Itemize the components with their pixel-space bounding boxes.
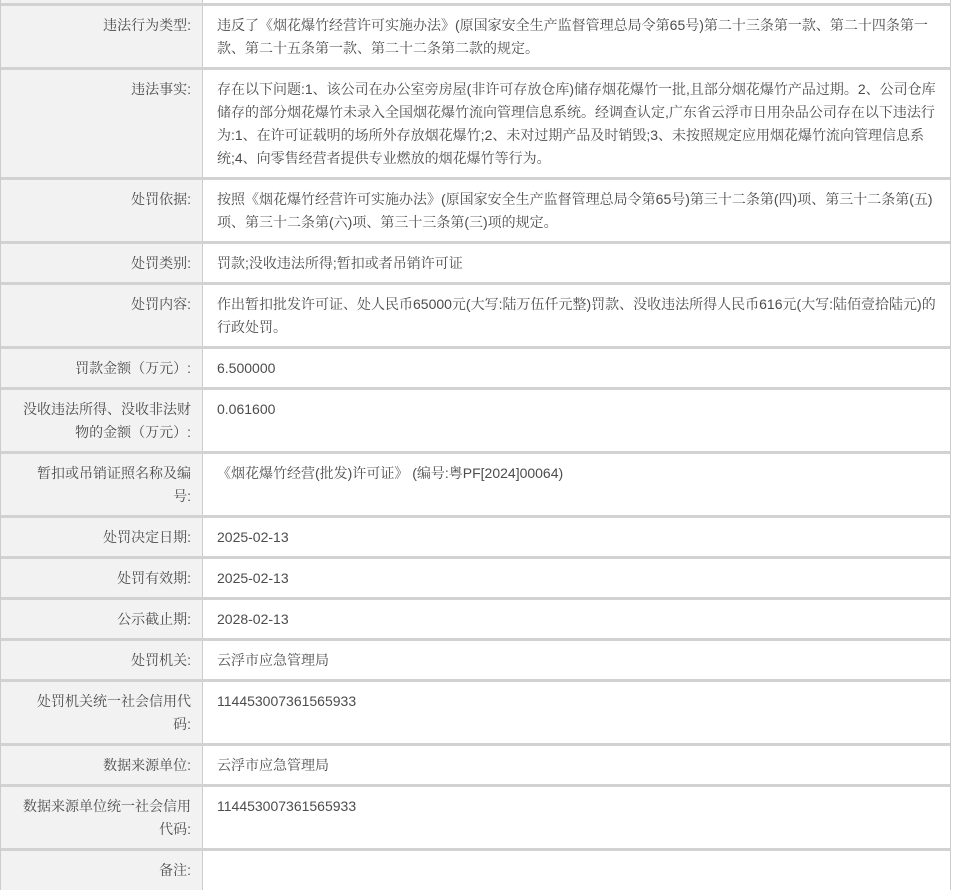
penalty-category-value: 罚款;没收违法所得;暂扣或者吊销许可证 — [203, 244, 950, 282]
row-data-source-unit — [1, 746, 950, 784]
row-validity-date — [1, 559, 950, 597]
penalty-authority-label: 处罚机关: — [1, 641, 203, 679]
data-source-credit-code-label: 数据来源单位统一社会信用代码: — [1, 787, 203, 848]
cropped-row-top — [1, 0, 950, 3]
row-penalty-content — [1, 285, 950, 346]
remarks-value — [203, 851, 950, 890]
authority-credit-code-label: 处罚机关统一社会信用代码: — [1, 682, 203, 743]
row-penalty-basis — [1, 180, 950, 241]
data-source-credit-code-value: 114453007361565933 — [203, 787, 950, 848]
row-publicity-end-date — [1, 600, 950, 638]
row-penalty-category — [1, 244, 950, 282]
suspended-license-value: 《烟花爆竹经营(批发)许可证》 (编号:粤PF[2024]00064) — [203, 454, 950, 515]
violation-type-value: 违反了《烟花爆竹经营许可实施办法》(原国家安全生产监督管理总局令第65号)第二十三条第一款、第二十四条第一款、第二十五条第一款、第二十二条第二款的规定。 — [203, 6, 950, 67]
fine-amount-label: 罚款金额（万元）: — [1, 349, 203, 387]
cropped-row-value-cell — [203, 0, 950, 3]
row-penalty-authority — [1, 641, 950, 679]
confiscation-amount-value: 0.061600 — [203, 390, 950, 451]
penalty-category-label: 处罚类别: — [1, 244, 203, 282]
row-violation-type — [1, 6, 950, 67]
confiscation-amount-label: 没收违法所得、没收非法财物的金额（万元）: — [1, 390, 203, 451]
decision-date-label: 处罚决定日期: — [1, 518, 203, 556]
validity-date-label: 处罚有效期: — [1, 559, 203, 597]
row-illegal-facts — [1, 70, 950, 177]
penalty-basis-label: 处罚依据: — [1, 180, 203, 241]
row-fine-amount — [1, 349, 950, 387]
row-decision-date — [1, 518, 950, 556]
decision-date-value: 2025-02-13 — [203, 518, 950, 556]
row-confiscation-amount — [1, 390, 950, 451]
penalty-authority-value: 云浮市应急管理局 — [203, 641, 950, 679]
row-authority-credit-code — [1, 682, 950, 743]
validity-date-value: 2025-02-13 — [203, 559, 950, 597]
publicity-end-date-value: 2028-02-13 — [203, 600, 950, 638]
penalty-content-value: 作出暂扣批发许可证、处人民币65000元(大写:陆万伍仟元整)罚款、没收违法所得人民币616元(大写:陆佰壹拾陆元)的行政处罚。 — [203, 285, 950, 346]
row-data-source-credit-code — [1, 787, 950, 848]
illegal-facts-label: 违法事实: — [1, 70, 203, 177]
penalty-basis-value: 按照《烟花爆竹经营许可实施办法》(原国家安全生产监督管理总局令第65号)第三十二条第(四)项、第三十二条第(五)项、第三十二条第(六)项、第三十三条第(三)项的规定。 — [203, 180, 950, 241]
violation-type-label: 违法行为类型: — [1, 6, 203, 67]
illegal-facts-value: 存在以下问题:1、该公司在办公室旁房屋(非许可存放仓库)储存烟花爆竹一批,且部分烟花爆竹产品过期。2、公司仓库储存的部分烟花爆竹未录入全国烟花爆竹流向管理信息系统。经调查认定,广东省云浮市日用杂品公司存在以下违法行为:1、在许可证载明的场所外存放烟花爆竹;2、未对过期产品及时销毁;3、未按照规定应用烟花爆竹流向管理信息系统;4、向零售经营者提供专业燃放的烟花爆竹等行为。 — [203, 70, 950, 177]
penalty-content-label: 处罚内容: — [1, 285, 203, 346]
row-remarks — [1, 851, 950, 890]
fine-amount-value: 6.500000 — [203, 349, 950, 387]
data-source-unit-value: 云浮市应急管理局 — [203, 746, 950, 784]
publicity-end-date-label: 公示截止期: — [1, 600, 203, 638]
data-source-unit-label: 数据来源单位: — [1, 746, 203, 784]
authority-credit-code-value: 114453007361565933 — [203, 682, 950, 743]
remarks-label: 备注: — [1, 851, 203, 890]
cropped-row-label-cell — [1, 0, 203, 3]
suspended-license-label: 暂扣或吊销证照名称及编号: — [1, 454, 203, 515]
row-suspended-license — [1, 454, 950, 515]
